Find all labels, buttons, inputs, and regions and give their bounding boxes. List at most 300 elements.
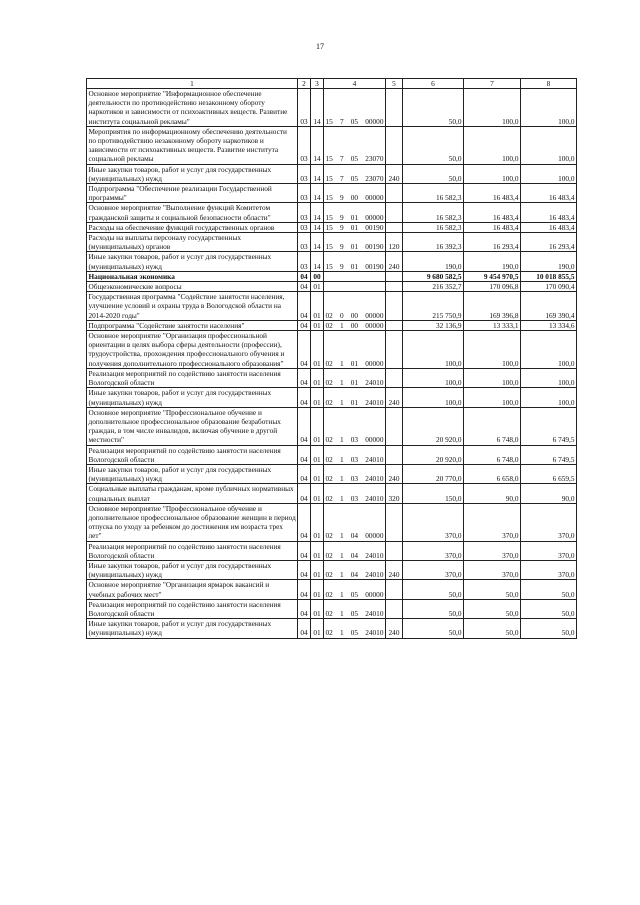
code-part: 02 <box>325 550 333 560</box>
amount-col-8: 100,0 <box>521 331 577 369</box>
row-name: Подпрограмма "Обеспечение реализации Государственной программы" <box>87 184 298 203</box>
subsection-code: 14 <box>311 233 324 252</box>
column-header: 2 <box>298 79 311 89</box>
row-name: Реализация мероприятий по содействию занятости населения Вологодской области <box>87 541 298 560</box>
row-name: Иные закупки товаров, работ и услуг для государственных (муниципальных) нужд <box>87 252 298 271</box>
code-part: 04 <box>350 531 359 541</box>
expense-type-code: 240 <box>386 164 403 183</box>
table-row <box>87 89 577 127</box>
amount-col-7: 170 096,8 <box>464 282 521 292</box>
expense-type-code: 240 <box>386 619 403 638</box>
budget-table <box>86 78 577 639</box>
code-part: 15 <box>325 173 333 183</box>
target-item-code <box>324 580 386 599</box>
subsection-code: 01 <box>311 619 324 638</box>
target-item-code <box>324 464 386 483</box>
table-row <box>87 599 577 618</box>
code-part: 00000 <box>365 310 384 320</box>
amount-col-8: 100,0 <box>521 126 577 164</box>
code-part: 15 <box>325 261 333 271</box>
row-name: Общеэкономические вопросы <box>87 282 298 292</box>
target-item-code <box>324 320 386 330</box>
code-part: 00 <box>350 310 359 320</box>
amount-col-8: 170 090,4 <box>521 282 577 292</box>
expense-type-code <box>386 331 403 369</box>
code-part: 1 <box>339 628 344 638</box>
amount-col-6: 50,0 <box>403 599 464 618</box>
code-part: 03 <box>350 493 359 503</box>
row-name: Иные закупки товаров, работ и услуг для государственных (муниципальных) нужд <box>87 164 298 183</box>
row-name: Иные закупки товаров, работ и услуг для государственных (муниципальных) нужд <box>87 560 298 579</box>
subsection-code: 01 <box>311 503 324 541</box>
target-item-code <box>324 282 386 292</box>
table-row <box>87 184 577 203</box>
code-part: 1 <box>339 358 344 368</box>
code-part: 05 <box>350 173 359 183</box>
code-part: 15 <box>325 193 333 203</box>
column-header: 8 <box>521 79 577 89</box>
section-code: 04 <box>298 388 311 407</box>
amount-col-7: 50,0 <box>464 619 521 638</box>
subsection-code: 01 <box>311 541 324 560</box>
table-row <box>87 222 577 232</box>
code-part: 00000 <box>365 116 384 126</box>
table-row <box>87 271 577 281</box>
amount-col-6: 50,0 <box>403 89 464 127</box>
expense-type-code <box>386 541 403 560</box>
subsection-code: 01 <box>311 484 324 503</box>
code-part: 1 <box>339 454 344 464</box>
code-part: 02 <box>325 493 333 503</box>
code-part: 02 <box>325 397 333 407</box>
amount-col-7: 50,0 <box>464 580 521 599</box>
code-part: 1 <box>339 493 344 503</box>
table-row <box>87 282 577 292</box>
table-row <box>87 619 577 638</box>
target-item-code <box>324 368 386 387</box>
amount-col-8: 10 018 855,5 <box>521 271 577 281</box>
amount-col-6: 32 136,9 <box>403 320 464 330</box>
target-item-code <box>324 599 386 618</box>
amount-col-6: 16 392,3 <box>403 233 464 252</box>
code-part: 24010 <box>365 570 384 580</box>
code-part: 1 <box>339 570 344 580</box>
expense-type-code <box>386 599 403 618</box>
amount-col-8: 6 749,5 <box>521 407 577 445</box>
code-part: 02 <box>325 474 333 484</box>
target-item-code <box>324 484 386 503</box>
amount-col-7: 100,0 <box>464 164 521 183</box>
section-code: 03 <box>298 252 311 271</box>
amount-col-7: 6 748,0 <box>464 445 521 464</box>
target-item-code-parts <box>326 494 384 503</box>
code-part: 01 <box>350 358 359 368</box>
table-row <box>87 580 577 599</box>
expense-type-code <box>386 292 403 321</box>
amount-col-6: 20 920,0 <box>403 407 464 445</box>
code-part: 00190 <box>365 242 384 252</box>
target-item-code-parts <box>326 154 384 163</box>
amount-col-6: 16 582,3 <box>403 203 464 222</box>
subsection-code: 01 <box>311 599 324 618</box>
code-part: 24010 <box>365 628 384 638</box>
subsection-code: 14 <box>311 222 324 232</box>
subsection-code: 01 <box>311 560 324 579</box>
subsection-code: 00 <box>311 271 324 281</box>
amount-col-6: 16 582,3 <box>403 222 464 232</box>
section-code: 03 <box>298 126 311 164</box>
section-code: 03 <box>298 222 311 232</box>
subsection-code: 01 <box>311 331 324 369</box>
row-name: Иные закупки товаров, работ и услуг для государственных (муниципальных) нужд <box>87 619 298 638</box>
row-name: Государственная программа "Содействие занятости населения, улучшение условий и охраны труда в Вологодской области на 2014-2020 годы" <box>87 292 298 321</box>
section-code: 03 <box>298 233 311 252</box>
code-part: 00000 <box>365 193 384 203</box>
row-name: Основное мероприятие "Профессиональное обучение и дополнительное профессиональное образование безработных граждан, в том числе инвалидов, включая обучение в другой местности" <box>87 407 298 445</box>
target-item-code-parts <box>326 174 384 183</box>
code-part: 02 <box>325 628 333 638</box>
amount-col-7: 16 483,4 <box>464 222 521 232</box>
target-item-code-parts <box>326 609 384 618</box>
target-item-code <box>324 271 386 281</box>
amount-col-6: 100,0 <box>403 331 464 369</box>
code-part: 00000 <box>365 212 384 222</box>
amount-col-6: 216 352,7 <box>403 282 464 292</box>
section-code: 04 <box>298 445 311 464</box>
amount-col-7: 9 454 970,5 <box>464 271 521 281</box>
amount-col-8: 50,0 <box>521 619 577 638</box>
amount-col-7: 370,0 <box>464 503 521 541</box>
subsection-code: 01 <box>311 292 324 321</box>
table-row <box>87 541 577 560</box>
target-item-code <box>324 407 386 445</box>
target-item-code-parts <box>326 242 384 251</box>
code-part: 02 <box>325 310 333 320</box>
amount-col-8: 90,0 <box>521 484 577 503</box>
code-part: 1 <box>339 378 344 388</box>
target-item-code <box>324 292 386 321</box>
table-row <box>87 388 577 407</box>
row-name: Мероприятия по информационному обеспечению деятельности по противодействию незаконному обороту наркотиков и зависимости от психоактивных веществ. Развитие института социальной рекламы <box>87 126 298 164</box>
code-part: 1 <box>339 435 344 445</box>
amount-col-7: 100,0 <box>464 368 521 387</box>
target-item-code <box>324 331 386 369</box>
row-name: Основное мероприятие "Выполнение функций Комитетом гражданской защиты и социальной безопасности области" <box>87 203 298 222</box>
target-item-code-parts <box>326 551 384 560</box>
amount-col-6: 215 750,9 <box>403 292 464 321</box>
code-part: 03 <box>350 435 359 445</box>
code-part: 05 <box>350 116 359 126</box>
section-code: 03 <box>298 203 311 222</box>
section-code: 04 <box>298 464 311 483</box>
expense-type-code <box>386 445 403 464</box>
code-part: 9 <box>339 242 344 252</box>
subsection-code: 01 <box>311 464 324 483</box>
section-code: 04 <box>298 320 311 330</box>
amount-col-8: 16 483,4 <box>521 222 577 232</box>
target-item-code <box>324 252 386 271</box>
column-header: 5 <box>386 79 403 89</box>
subsection-code: 14 <box>311 126 324 164</box>
amount-col-8: 6 659,5 <box>521 464 577 483</box>
target-item-code-parts <box>326 223 384 232</box>
code-part: 02 <box>325 570 333 580</box>
section-code: 04 <box>298 560 311 579</box>
subsection-code: 01 <box>311 368 324 387</box>
amount-col-8: 16 293,4 <box>521 233 577 252</box>
table-row <box>87 407 577 445</box>
section-code: 04 <box>298 503 311 541</box>
code-part: 7 <box>339 154 344 164</box>
amount-col-6: 16 582,3 <box>403 184 464 203</box>
section-code: 04 <box>298 407 311 445</box>
section-code: 04 <box>298 292 311 321</box>
amount-col-7: 90,0 <box>464 484 521 503</box>
column-header: 6 <box>403 79 464 89</box>
code-part: 9 <box>339 212 344 222</box>
amount-col-6: 50,0 <box>403 126 464 164</box>
amount-col-7: 16 483,4 <box>464 184 521 203</box>
subsection-code: 01 <box>311 445 324 464</box>
code-part: 9 <box>339 261 344 271</box>
amount-col-8: 100,0 <box>521 388 577 407</box>
code-part: 00 <box>350 320 359 330</box>
section-code: 04 <box>298 271 311 281</box>
amount-col-6: 20 770,0 <box>403 464 464 483</box>
code-part: 02 <box>325 435 333 445</box>
table-row <box>87 464 577 483</box>
code-part: 03 <box>350 454 359 464</box>
target-item-code <box>324 560 386 579</box>
code-part: 02 <box>325 320 333 330</box>
code-part: 00000 <box>365 531 384 541</box>
subsection-code: 14 <box>311 252 324 271</box>
expense-type-code: 240 <box>386 388 403 407</box>
amount-col-6: 100,0 <box>403 388 464 407</box>
code-part: 01 <box>350 222 359 232</box>
code-part: 7 <box>339 173 344 183</box>
section-code: 04 <box>298 541 311 560</box>
code-part: 02 <box>325 358 333 368</box>
row-name: Расходы на обеспечение функций государственных органов <box>87 222 298 232</box>
column-header: 4 <box>324 79 386 89</box>
target-item-code-parts <box>326 590 384 599</box>
code-part: 24010 <box>365 454 384 464</box>
amount-col-7: 100,0 <box>464 331 521 369</box>
amount-col-7: 50,0 <box>464 599 521 618</box>
expense-type-code <box>386 222 403 232</box>
code-part: 24010 <box>365 378 384 388</box>
code-part: 00190 <box>365 222 384 232</box>
amount-col-6: 20 920,0 <box>403 445 464 464</box>
subsection-code: 01 <box>311 320 324 330</box>
table-row <box>87 368 577 387</box>
code-part: 1 <box>339 397 344 407</box>
code-part: 01 <box>350 242 359 252</box>
code-part: 24010 <box>365 474 384 484</box>
subsection-code: 14 <box>311 203 324 222</box>
subsection-code: 01 <box>311 580 324 599</box>
target-item-code <box>324 203 386 222</box>
subsection-code: 01 <box>311 407 324 445</box>
expense-type-code: 120 <box>386 233 403 252</box>
subsection-code: 14 <box>311 164 324 183</box>
target-item-code <box>324 222 386 232</box>
target-item-code-parts <box>326 359 384 368</box>
amount-col-8: 370,0 <box>521 503 577 541</box>
code-part: 0 <box>339 310 344 320</box>
target-item-code <box>324 184 386 203</box>
table-row <box>87 126 577 164</box>
code-part: 05 <box>350 589 359 599</box>
target-item-code-parts <box>326 435 384 444</box>
target-item-code-parts <box>326 378 384 387</box>
amount-col-6: 50,0 <box>403 619 464 638</box>
code-part: 05 <box>350 154 359 164</box>
amount-col-7: 370,0 <box>464 541 521 560</box>
expense-type-code: 240 <box>386 560 403 579</box>
row-name: Национальная экономика <box>87 271 298 281</box>
expense-type-code: 240 <box>386 464 403 483</box>
amount-col-8: 169 390,4 <box>521 292 577 321</box>
section-code: 03 <box>298 164 311 183</box>
amount-col-7: 6 748,0 <box>464 407 521 445</box>
amount-col-7: 100,0 <box>464 89 521 127</box>
amount-col-7: 169 396,8 <box>464 292 521 321</box>
amount-col-6: 100,0 <box>403 368 464 387</box>
code-part: 15 <box>325 212 333 222</box>
code-part: 24010 <box>365 493 384 503</box>
expense-type-code <box>386 320 403 330</box>
expense-type-code: 240 <box>386 252 403 271</box>
code-part: 00 <box>350 193 359 203</box>
amount-col-8: 370,0 <box>521 541 577 560</box>
amount-col-6: 150,0 <box>403 484 464 503</box>
code-part: 01 <box>350 212 359 222</box>
code-part: 02 <box>325 378 333 388</box>
code-part: 9 <box>339 222 344 232</box>
code-part: 1 <box>339 550 344 560</box>
column-header: 7 <box>464 79 521 89</box>
code-part: 15 <box>325 222 333 232</box>
table-row <box>87 203 577 222</box>
amount-col-6: 9 680 582,5 <box>403 271 464 281</box>
amount-col-8: 370,0 <box>521 560 577 579</box>
target-item-code <box>324 89 386 127</box>
code-part: 15 <box>325 154 333 164</box>
target-item-code-parts <box>326 213 384 222</box>
row-name: Иные закупки товаров, работ и услуг для государственных (муниципальных) нужд <box>87 464 298 483</box>
section-code: 04 <box>298 599 311 618</box>
amount-col-7: 13 333,1 <box>464 320 521 330</box>
code-part: 02 <box>325 531 333 541</box>
row-name: Подпрограмма "Содействие занятости населения" <box>87 320 298 330</box>
expense-type-code <box>386 580 403 599</box>
row-name: Реализация мероприятий по содействию занятости населения Вологодской области <box>87 368 298 387</box>
row-name: Реализация мероприятий по содействию занятости населения Вологодской области <box>87 445 298 464</box>
table-row <box>87 233 577 252</box>
section-code: 04 <box>298 619 311 638</box>
row-name: Расходы на выплаты персоналу государственных (муниципальных) органов <box>87 233 298 252</box>
code-part: 00000 <box>365 358 384 368</box>
amount-col-8: 100,0 <box>521 89 577 127</box>
expense-type-code <box>386 184 403 203</box>
code-part: 01 <box>350 378 359 388</box>
code-part: 00190 <box>365 261 384 271</box>
target-item-code <box>324 503 386 541</box>
target-item-code-parts <box>326 531 384 540</box>
amount-col-7: 16 483,4 <box>464 203 521 222</box>
amount-col-8: 100,0 <box>521 368 577 387</box>
page-number: 17 <box>316 42 324 51</box>
amount-col-7: 16 293,4 <box>464 233 521 252</box>
amount-col-8: 50,0 <box>521 580 577 599</box>
section-code: 03 <box>298 89 311 127</box>
subsection-code: 14 <box>311 89 324 127</box>
target-item-code-parts <box>326 455 384 464</box>
amount-col-7: 100,0 <box>464 388 521 407</box>
table-body <box>87 89 577 639</box>
code-part: 9 <box>339 193 344 203</box>
code-part: 02 <box>325 589 333 599</box>
amount-col-8: 6 749,5 <box>521 445 577 464</box>
amount-col-8: 16 483,4 <box>521 184 577 203</box>
code-part: 05 <box>350 628 359 638</box>
amount-col-7: 190,0 <box>464 252 521 271</box>
target-item-code <box>324 126 386 164</box>
code-part: 01 <box>350 397 359 407</box>
amount-col-6: 190,0 <box>403 252 464 271</box>
target-item-code-parts <box>326 321 384 330</box>
amount-col-8: 100,0 <box>521 164 577 183</box>
row-name: Иные закупки товаров, работ и услуг для государственных (муниципальных) нужд <box>87 388 298 407</box>
header-row <box>87 79 577 89</box>
target-item-code-parts <box>326 117 384 126</box>
code-part: 15 <box>325 116 333 126</box>
code-part: 00000 <box>365 435 384 445</box>
section-code: 04 <box>298 580 311 599</box>
amount-col-8: 190,0 <box>521 252 577 271</box>
expense-type-code <box>386 282 403 292</box>
row-name: Реализация мероприятий по содействию занятости населения Вологодской области <box>87 599 298 618</box>
amount-col-6: 370,0 <box>403 560 464 579</box>
expense-type-code <box>386 203 403 222</box>
table-row <box>87 503 577 541</box>
table-row <box>87 560 577 579</box>
row-name: Основное мероприятие "Информационное обеспечение деятельности по противодействию незаконному обороту наркотиков и зависимости от психоактивных веществ. Развитие института социальной рекламы" <box>87 89 298 127</box>
row-name: Основное мероприятие "Организация ярмарок вакансий и учебных рабочих мест" <box>87 580 298 599</box>
amount-col-7: 6 658,0 <box>464 464 521 483</box>
column-header: 1 <box>87 79 298 89</box>
target-item-code-parts <box>326 628 384 637</box>
table-row <box>87 164 577 183</box>
row-name: Основное мероприятие "Профессиональное обучение и дополнительное профессиональное образование женщин в период отпуска по уходу за ребенком до достижения им возраста трех лет" <box>88 503 296 541</box>
section-code: 04 <box>298 331 311 369</box>
code-part: 03 <box>350 474 359 484</box>
subsection-code: 01 <box>311 388 324 407</box>
expense-type-code <box>386 368 403 387</box>
expense-type-code <box>386 407 403 445</box>
amount-col-7: 370,0 <box>464 560 521 579</box>
code-part: 24010 <box>365 608 384 618</box>
row-name: Основное мероприятие "Организация профессиональной ориентации в целях выбора сферы деятельности (профессии), трудоустройства, прохождения профессионального обучения и получения дополнительного профессионального образования" <box>87 331 298 369</box>
section-code: 04 <box>298 368 311 387</box>
target-item-code <box>324 619 386 638</box>
code-part: 7 <box>339 116 344 126</box>
code-part: 00000 <box>365 589 384 599</box>
code-part: 05 <box>350 608 359 618</box>
code-part: 02 <box>325 608 333 618</box>
